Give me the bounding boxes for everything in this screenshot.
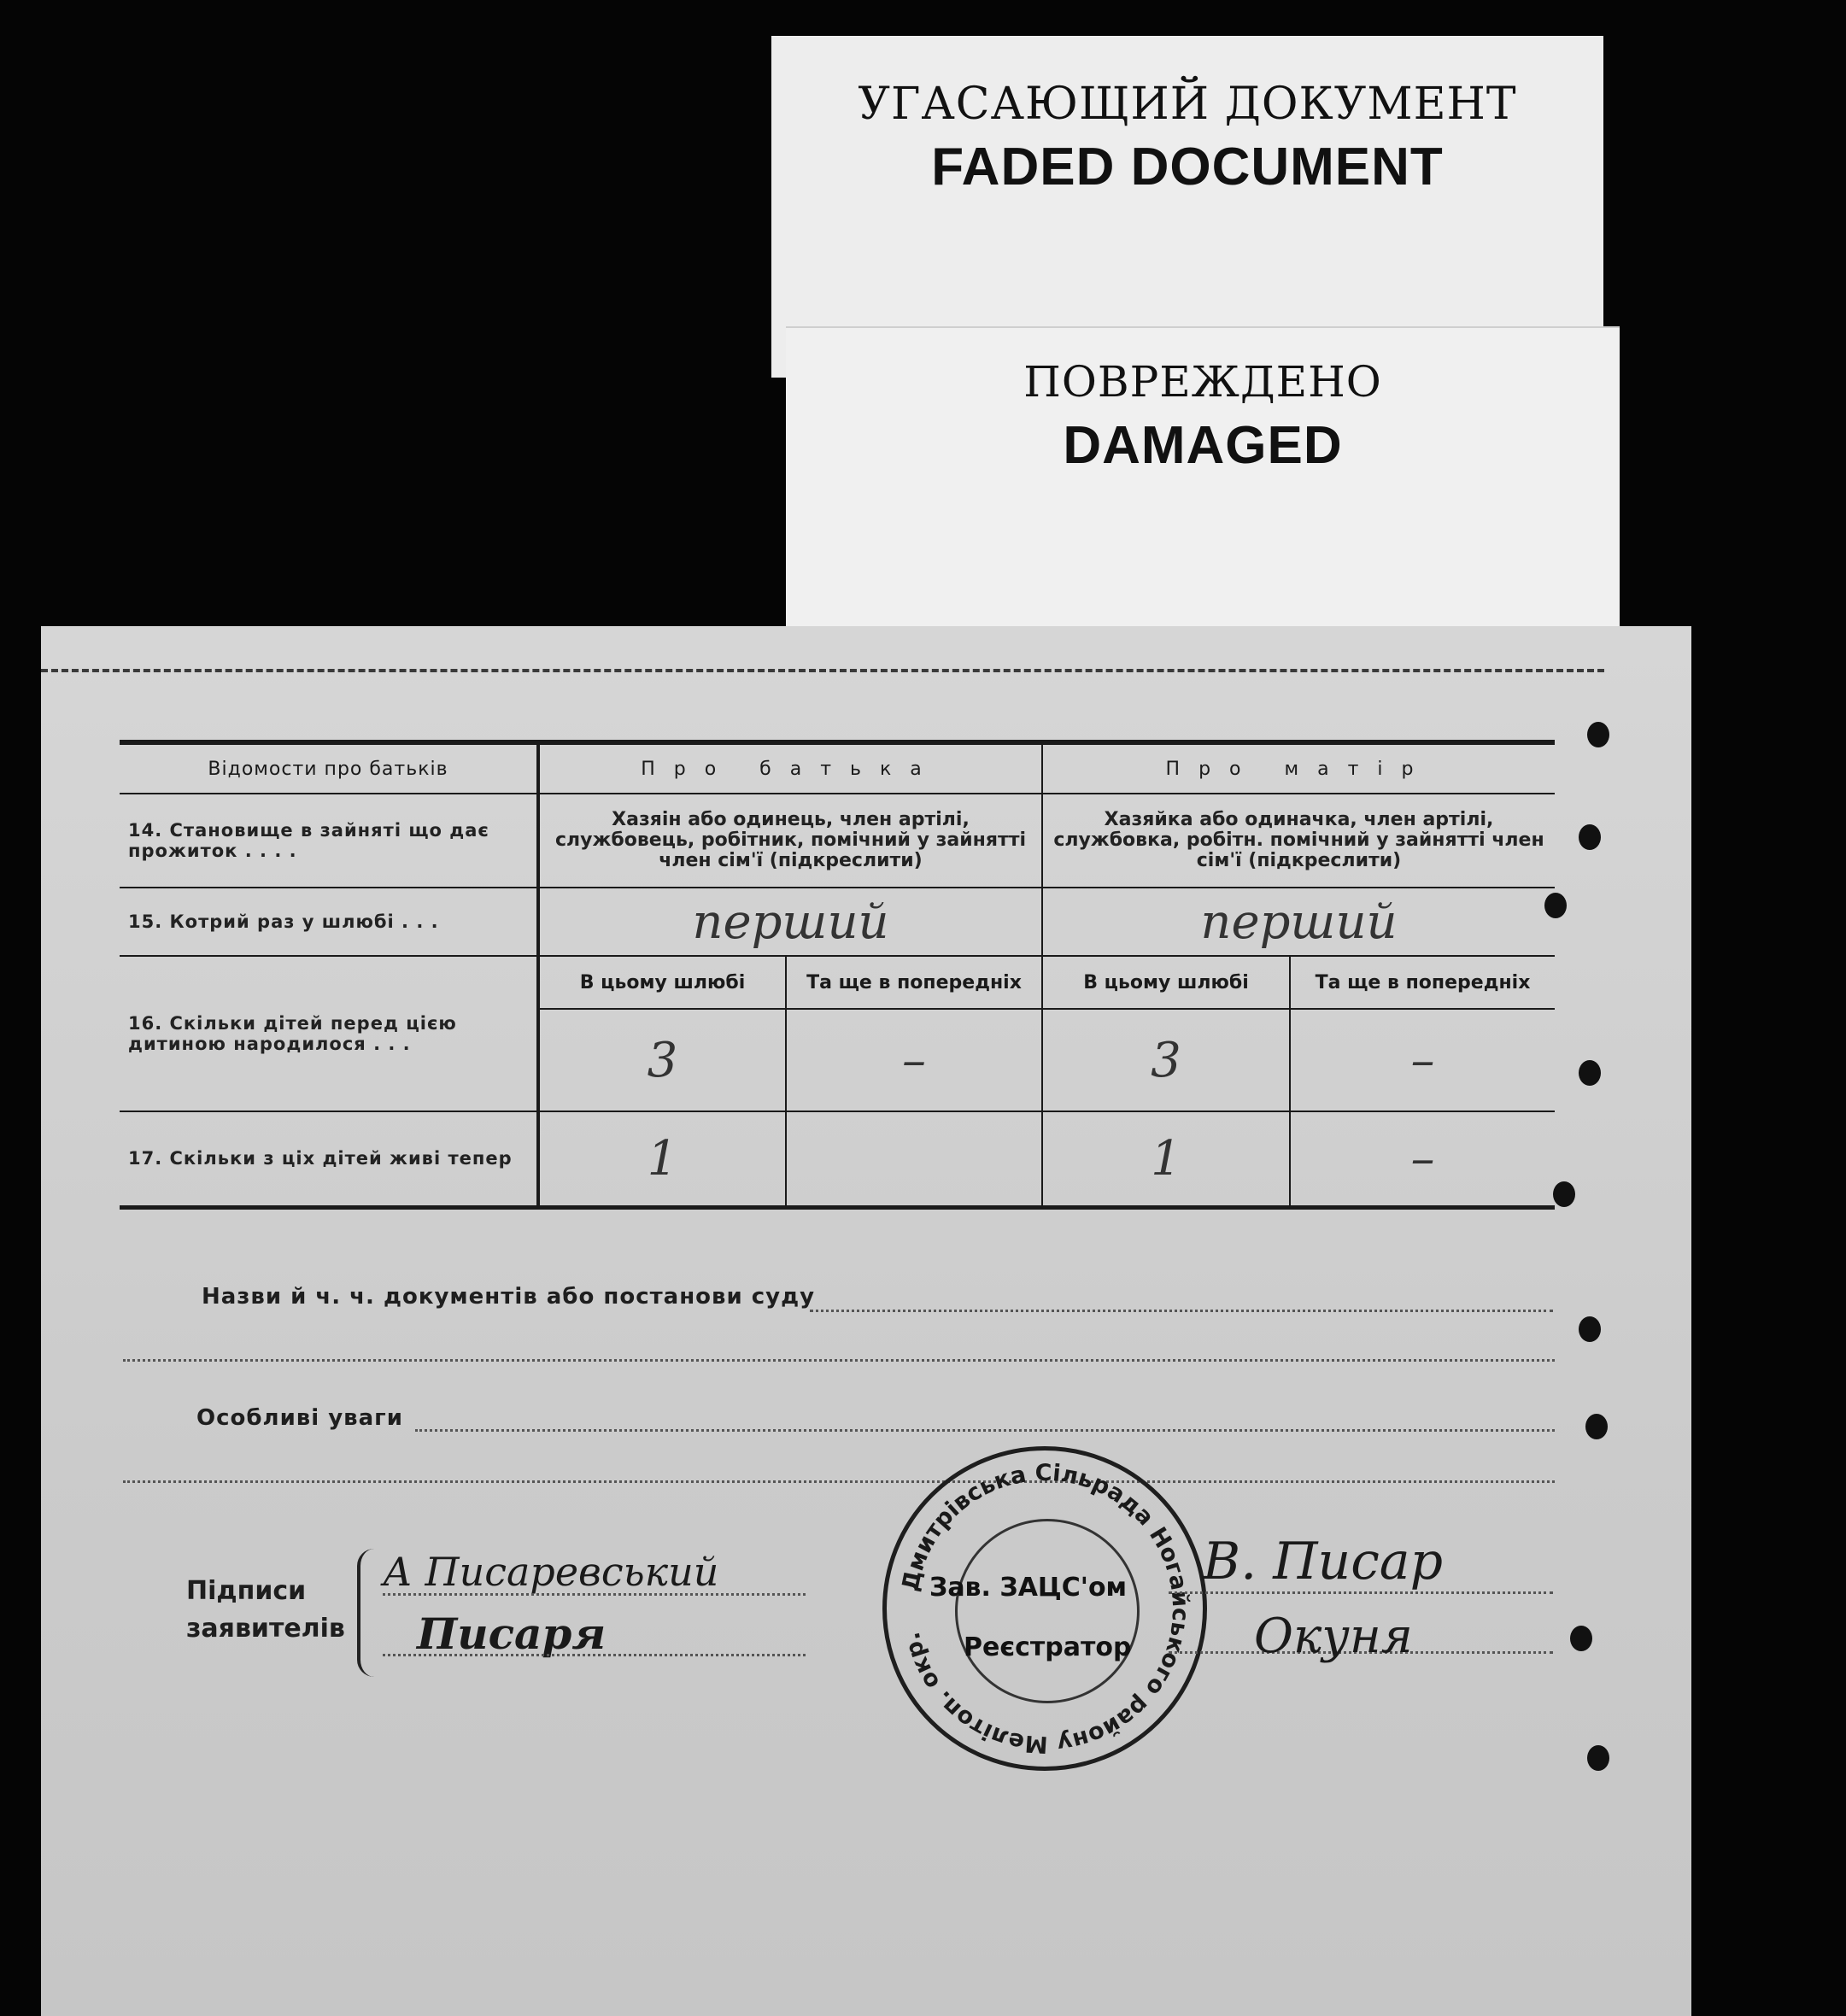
damaged-document-card — [786, 326, 1620, 634]
row16-mother-prev: – — [1290, 1009, 1555, 1111]
row16-label: 16. Скільки дітей перед цією дитиною народилося . . . — [128, 1013, 457, 1054]
registrar-label: Реєстратор — [964, 1632, 1132, 1662]
row16-father-prev: – — [786, 1009, 1042, 1111]
binding-hole — [1579, 1060, 1601, 1086]
head-signature-line — [1169, 1591, 1553, 1594]
head-of-registry-label: Зав. ЗАЦС'ом — [929, 1573, 1128, 1603]
signatures-brace — [357, 1549, 379, 1677]
binding-hole — [1585, 1414, 1608, 1439]
signature-line-2 — [383, 1654, 806, 1656]
applicant-signature-2: Писаря — [417, 1609, 607, 1659]
damaged-label-ru: ПОВРЕЖДЕНО — [1023, 357, 1382, 407]
notes-dotted-line — [415, 1429, 1555, 1432]
row17-father-this: 1 — [538, 1111, 786, 1207]
row14-father-options: Хазяін або одинець, член артілі, службовець, робітник, помічний у зайнятті член сім'ї (підкреслити) — [538, 794, 1042, 888]
registrar-signature: Окуня — [1254, 1609, 1413, 1664]
faded-label-ru: УГАСАЮЩИЙ ДОКУМЕНТ — [858, 79, 1517, 130]
subheader-mother-this-marriage: В цьому шлюбі — [1042, 956, 1290, 1009]
documents-dotted-line-2 — [123, 1359, 1555, 1362]
signature-line-1 — [383, 1593, 806, 1596]
binding-hole — [1579, 1316, 1601, 1342]
header-about-father: Про батька — [538, 742, 1042, 794]
svg-text:Дмитрівська Сільрада Ногайсько: Дмитрівська Сільрада Ногайського району Мелітоп. окр. — [897, 1459, 1194, 1758]
signatures-label — [186, 1573, 345, 1648]
subheader-mother-previous: Та ще в попередніх — [1290, 956, 1555, 1009]
header-parents-info: Відомости про батьків — [208, 758, 448, 780]
stamp-emblem — [955, 1519, 1140, 1703]
binding-hole — [1587, 722, 1609, 747]
row15-label: 15. Котрий раз у шлюбі . . . — [128, 911, 439, 932]
perforation-line — [41, 669, 1604, 672]
damaged-label-en: DAMAGED — [1063, 416, 1343, 475]
row17-father-prev — [786, 1111, 1042, 1207]
signatures-label-line1: Підписи — [186, 1576, 307, 1606]
subheader-father-this-marriage: В цьому шлюбі — [538, 956, 786, 1009]
official-stamp — [882, 1446, 1207, 1771]
row17-mother-prev: – — [1290, 1111, 1555, 1207]
subheader-father-previous: Та ще в попередніх — [786, 956, 1042, 1009]
binding-hole — [1587, 1745, 1609, 1771]
row15-father-value: перший — [538, 888, 1042, 956]
parents-info-table — [120, 740, 1555, 1210]
row14-mother-options: Хазяйка або одиначка, член артілі, службовка, робітн. помічний у зайнятті член сім'ї (підкреслити) — [1042, 794, 1555, 888]
notes-dotted-line-2 — [123, 1480, 1555, 1483]
binding-hole — [1579, 824, 1601, 850]
head-signature: В. Писар — [1203, 1532, 1443, 1591]
registration-form-sheet — [41, 626, 1691, 2016]
row16-mother-this: 3 — [1042, 1009, 1290, 1111]
notes-label: Особливі уваги — [196, 1405, 403, 1431]
applicant-signature-1: А Писаревський — [383, 1549, 719, 1595]
binding-hole — [1570, 1626, 1592, 1651]
faded-label-en: FADED DOCUMENT — [931, 138, 1444, 196]
row15-mother-value: перший — [1042, 888, 1555, 956]
binding-hole — [1553, 1181, 1575, 1207]
row16-father-this: 3 — [538, 1009, 786, 1111]
signatures-label-line2: заявителів — [186, 1614, 345, 1644]
header-about-mother: Про матір — [1042, 742, 1555, 794]
row17-mother-this: 1 — [1042, 1111, 1290, 1207]
row14-label: 14. Становище в зайняті що дає прожиток . . . . — [128, 820, 489, 861]
documents-dotted-line — [810, 1310, 1553, 1312]
row17-label: 17. Скільки з ціх дітей живі тепер — [128, 1148, 513, 1169]
documents-label: Назви й ч. ч. документів або постанови суду — [202, 1284, 816, 1310]
